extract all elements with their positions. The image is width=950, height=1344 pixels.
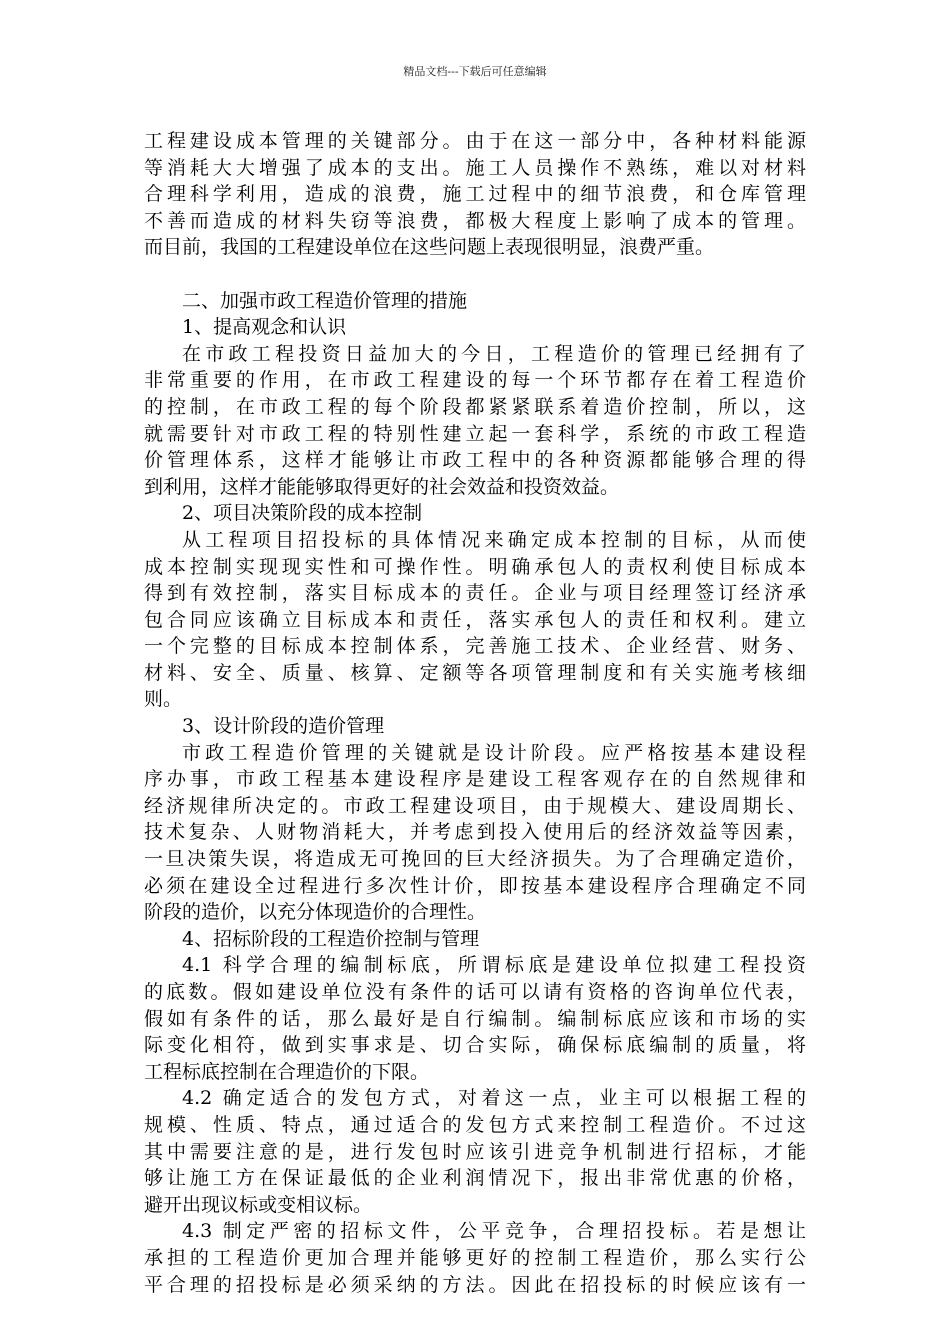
text-line: 2、项目决策阶段的成本控制	[182, 502, 423, 525]
text-line: 3、设计阶段的造价管理	[182, 715, 385, 738]
text-line: 一个完整的目标成本控制体系，完善施工技术、企业经营、财务、	[144, 635, 806, 658]
paragraph	[144, 314, 806, 341]
paragraph	[144, 713, 806, 740]
text-line: 经济规律所决定的。市政工程建设项目，由于规模大、建设周期长、	[144, 794, 806, 817]
text-line: 材料、安全、质量、核算、定额等各项管理制度和有关实施考核细	[144, 661, 806, 684]
text-line: 承担的工程造价更加合理并能够更好的控制工程造价，那么实行公	[144, 1246, 806, 1269]
text-line: 1、提高观念和认识	[182, 316, 347, 339]
text-line: 假如有条件的话，那么最好是自行编制。编制标底应该和市场的实	[144, 1007, 806, 1030]
text-line: 际变化相符，做到实事求是、切合实际，确保标底编制的质量，将	[144, 1034, 806, 1057]
text-line: 价管理体系，这样才能够让市政工程中的各种资源都能够合理的得	[144, 449, 806, 472]
text-line: 技术复杂、人财物消耗大，并考虑到投入使用后的经济效益等因素，	[144, 821, 806, 844]
paragraph	[144, 288, 806, 315]
text-line: 得到有效控制，落实目标成本的责任。企业与项目经理签订经济承	[144, 582, 806, 605]
text-line: 到利用，这样才能能够取得更好的社会效益和投资效益。	[144, 475, 620, 498]
text-line: 平合理的招投标是必须采纳的方法。因此在招投标的时候应该有一	[144, 1273, 806, 1296]
document-body	[144, 128, 806, 1298]
paragraph	[144, 500, 806, 527]
page-header: 精品文档---下载后可任意编辑	[403, 65, 547, 78]
paragraph	[144, 740, 806, 926]
text-line: 工程建设成本管理的关键部分。由于在这一部分中，各种材料能源	[144, 130, 806, 152]
paragraph	[144, 926, 806, 953]
text-line: 从工程项目招投标的具体情况来确定成本控制的目标，从而使	[182, 528, 806, 551]
text-line: 避开出现议标或变相议标。	[144, 1193, 373, 1216]
text-line: 其中需要注意的是，进行发包时应该引进竞争机制进行招标，才能	[144, 1140, 806, 1163]
text-line: 则。	[144, 688, 183, 711]
text-line: 4.3 制定严密的招标文件，公平竞争，合理招投标。若是想让	[182, 1220, 806, 1243]
paragraph	[144, 1085, 806, 1218]
text-line: 4.2 确定适合的发包方式，对着这一点，业主可以根据工程的	[182, 1087, 806, 1110]
text-line: 就需要针对市政工程的特别性建立起一套科学，系统的市政工程造	[144, 422, 806, 445]
paragraph	[144, 341, 806, 501]
text-line: 在市政工程投资日益加大的今日，工程造价的管理已经拥有了	[182, 342, 806, 365]
paragraph	[144, 527, 806, 713]
text-line: 而目前，我国的工程建设单位在这些问题上表现很明显，浪费严重。	[144, 236, 715, 259]
text-line: 合理科学利用，造成的浪费，施工过程中的细节浪费，和仓库管理	[144, 183, 806, 206]
blank-line	[144, 261, 806, 288]
text-line: 规模、性质、特点，通过适合的发包方式来控制工程造价。不过这	[144, 1113, 806, 1136]
text-line: 必须在建设全过程进行多次性计价，即按基本建设程序合理确定不同	[144, 874, 806, 897]
text-line: 4、招标阶段的工程造价控制与管理	[182, 927, 480, 950]
paragraph	[144, 1218, 806, 1298]
text-line: 的控制，在市政工程的每个阶段都紧紧联系着造价控制，所以，这	[144, 395, 806, 418]
text-line: 非常重要的作用，在市政工程建设的每一个环节都存在着工程造价	[144, 369, 806, 392]
text-line: 包合同应该确立目标成本和责任，落实承包人的责任和权利。建立	[144, 608, 806, 631]
text-line: 市政工程造价管理的关键就是设计阶段。应严格按基本建设程	[182, 741, 806, 764]
text-line: 够让施工方在保证最低的企业利润情况下，报出非常优惠的价格，	[144, 1167, 806, 1190]
text-line: 工程标底控制在合理造价的下限。	[144, 1060, 430, 1083]
paragraph	[144, 952, 806, 1085]
text-line: 一旦决策失误，将造成无可挽回的巨大经济损失。为了合理确定造价，	[144, 848, 806, 871]
text-line: 不善而造成的材料失窃等浪费，都极大程度上影响了成本的管理。	[144, 209, 806, 232]
text-line: 二、加强市政工程造价管理的措施	[182, 289, 468, 312]
text-line: 的底数。假如建设单位没有条件的话可以请有资格的咨询单位代表，	[144, 981, 806, 1003]
text-line: 等消耗大大增强了成本的支出。施工人员操作不熟练，难以对材料	[144, 156, 806, 179]
text-line: 4.1 科学合理的编制标底，所谓标底是建设单位拟建工程投资	[182, 954, 806, 977]
text-line: 阶段的造价，以充分体现造价的合理性。	[144, 901, 487, 924]
paragraph	[144, 128, 806, 261]
text-line: 序办事，市政工程基本建设程序是建设工程客观存在的自然规律和	[144, 768, 806, 791]
text-line: 成本控制实现现实性和可操作性。明确承包人的责权利使目标成本	[144, 555, 806, 578]
